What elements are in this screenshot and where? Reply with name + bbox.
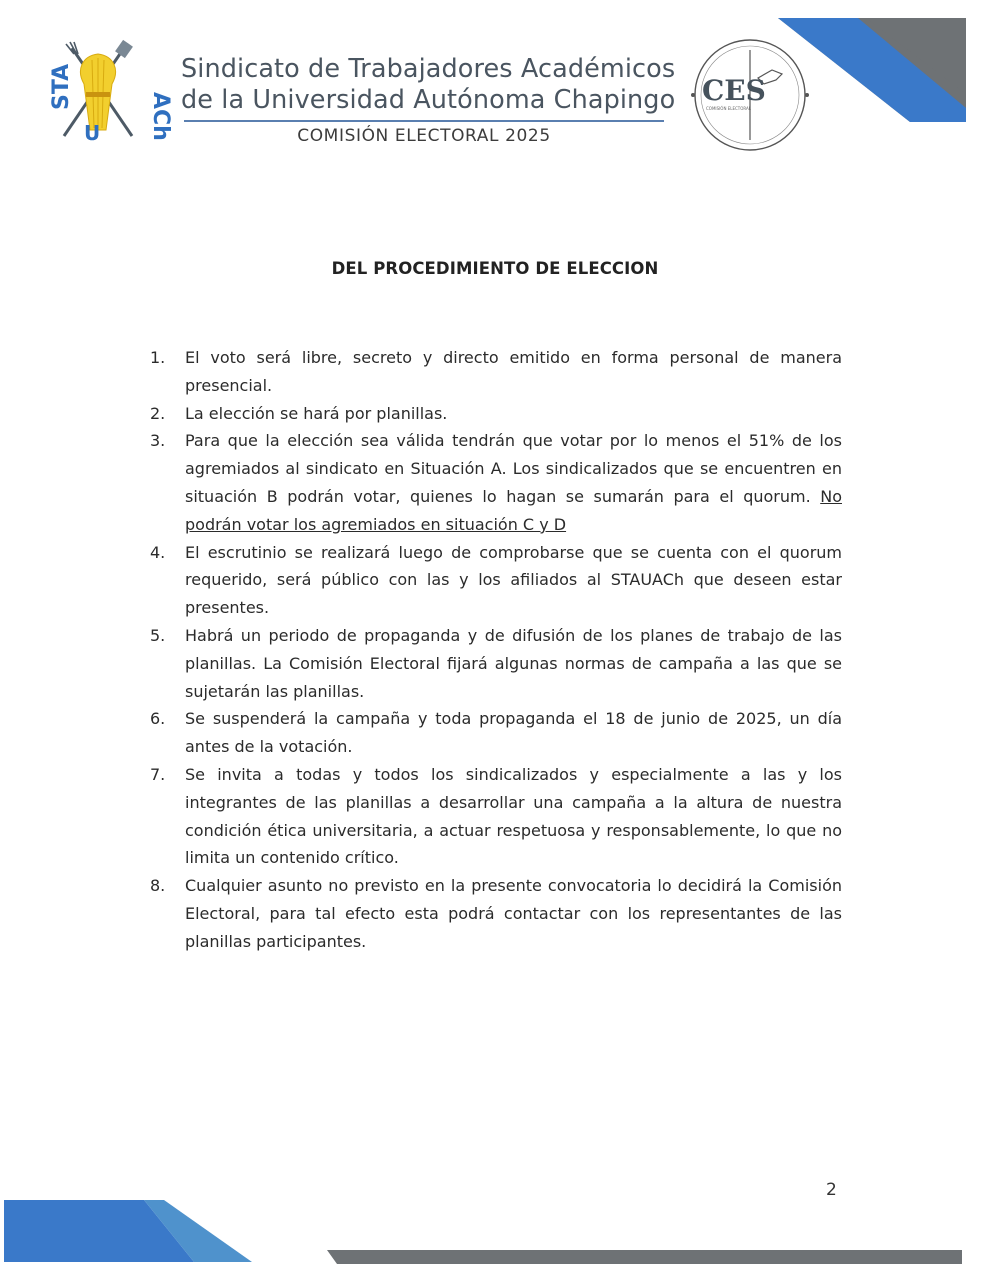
section-title: DEL PROCEDIMIENTO DE ELECCION bbox=[331, 259, 659, 278]
corner-decoration-top bbox=[770, 14, 974, 126]
item-number: 3. bbox=[150, 431, 166, 451]
list-item bbox=[150, 400, 842, 428]
svg-text:STA: STA bbox=[49, 63, 74, 110]
item-text: La elección se hará por planillas. bbox=[185, 403, 448, 423]
item-text-underlined: No podrán votar los agremiados en situación C y D bbox=[185, 486, 842, 534]
commission-subtitle: COMISIÓN ELECTORAL 2025 bbox=[297, 126, 551, 146]
item-text: Para que la elección sea válida tendrán que votar por lo menos el 51% de los agremiados al sindicato en Situación A. Los sindicalizados que se encuentren en situación B podrán votar, quienes lo hagan se sumarán para el quorum. bbox=[185, 431, 842, 506]
list-item bbox=[150, 872, 842, 955]
item-text: El escrutinio se realizará luego de comprobarse que se cuenta con el quorum requerido, será público con las y los afiliados al STAUACh que deseen estar presentes. bbox=[185, 542, 842, 618]
item-number: 5. bbox=[150, 625, 166, 645]
ces-seal-subtext: COMISIÓN ELECTORAL bbox=[706, 106, 751, 111]
procedure-list bbox=[150, 344, 842, 956]
corner-decoration-bottom bbox=[4, 1200, 254, 1266]
item-text: Se invita a todas y todos los sindicalizados y especialmente a las y los integrantes de las planillas a desarrollar una campaña a la altura de nuestra condición ética universitaria, a actuar respetuosa y responsablemente, lo que no limita un contenido crítico. bbox=[185, 764, 842, 868]
organization-title-line-1: Sindicato de Trabajadores Académicos bbox=[181, 54, 676, 84]
item-text-wrapper bbox=[185, 427, 842, 538]
page-number: 2 bbox=[826, 1180, 837, 1200]
item-text: Cualquier asunto no previsto en la presente convocatoria lo decidirá la Comisión Electoral, para tal efecto esta podrá contactar con los representantes de las planillas participantes. bbox=[185, 876, 842, 951]
item-number: 7. bbox=[150, 764, 166, 784]
item-number: 8. bbox=[150, 876, 166, 896]
item-text: El voto será libre, secreto y directo emitido en forma personal de manera presencial. bbox=[185, 348, 842, 395]
list-item bbox=[150, 705, 842, 761]
ces-seal-letters: CES bbox=[702, 74, 766, 107]
stauach-logo-icon bbox=[42, 40, 173, 145]
svg-text:U: U bbox=[84, 121, 101, 145]
list-item bbox=[150, 761, 842, 872]
item-number: 6. bbox=[150, 709, 166, 729]
list-item bbox=[150, 539, 842, 622]
list-item bbox=[150, 622, 842, 705]
list-item bbox=[150, 344, 842, 400]
list-item bbox=[150, 427, 842, 538]
item-number: 1. bbox=[150, 348, 166, 367]
footer-bar bbox=[327, 1250, 962, 1264]
item-text: Habrá un periodo de propaganda y de difusión de los planes de trabajo de las planillas. La Comisión Electoral fijará algunas normas de campaña a las que se sujetarán las planillas. bbox=[185, 625, 842, 701]
title-divider bbox=[184, 120, 664, 122]
item-number: 2. bbox=[150, 403, 166, 423]
organization-title bbox=[181, 54, 681, 116]
svg-text:ACh: ACh bbox=[148, 92, 173, 141]
item-text: Se suspenderá la campaña y toda propaganda el 18 de junio de 2025, un día antes de la votación. bbox=[185, 709, 842, 757]
item-number: 4. bbox=[150, 542, 166, 562]
organization-title-line-2: de la Universidad Autónoma Chapingo bbox=[181, 85, 676, 115]
